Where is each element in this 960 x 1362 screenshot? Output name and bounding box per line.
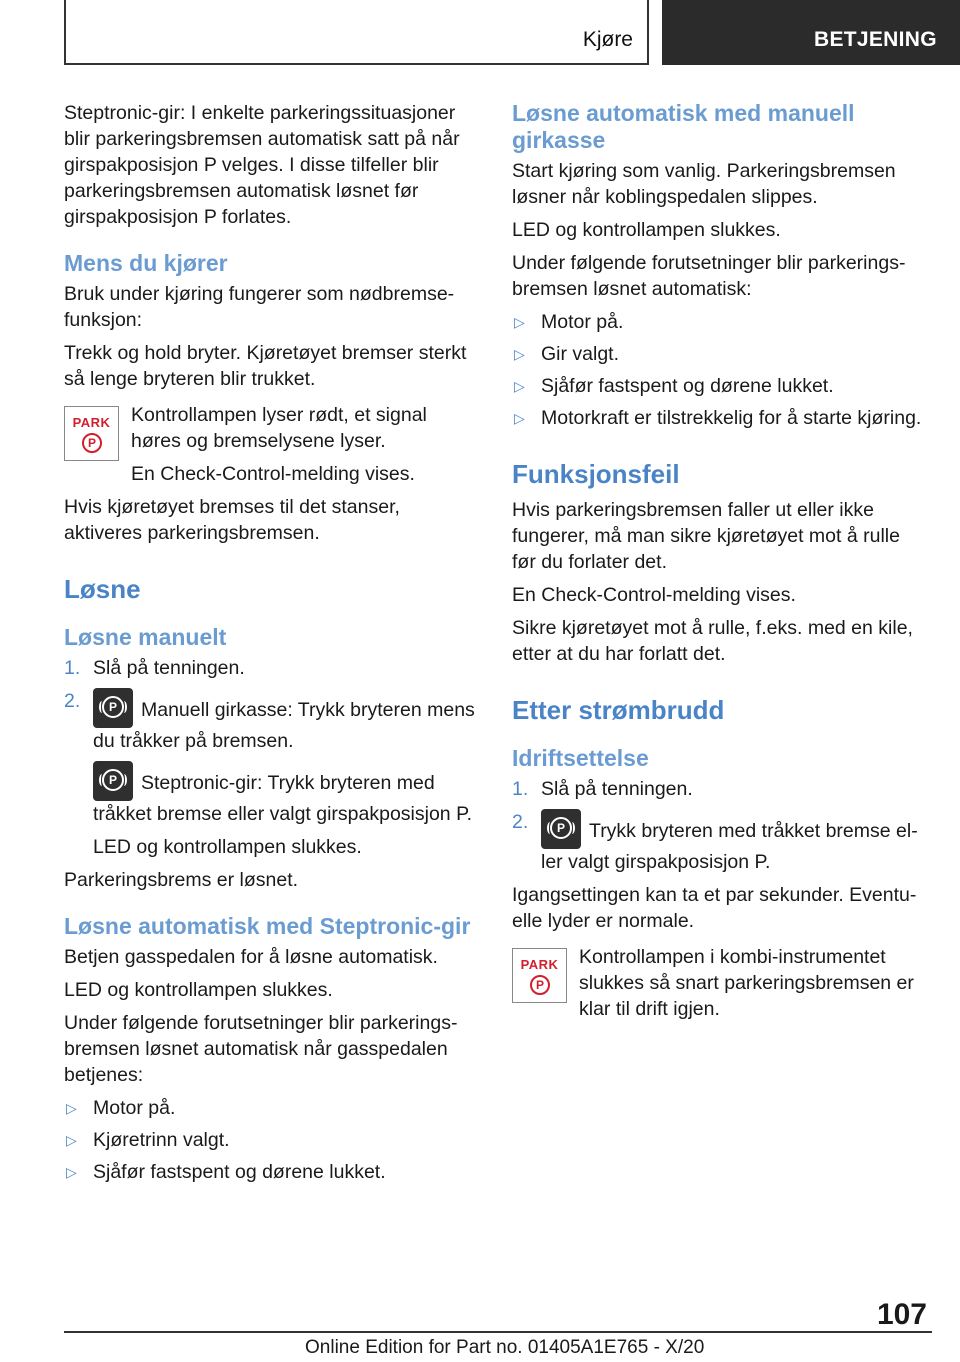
park-icon-label: PARK [72, 415, 111, 430]
fault-paragraph-1: Hvis parkeringsbremsen faller ut eller ikke fungerer, må man sikre kjøretøyet mot å rulle før du forlater det. [512, 499, 900, 573]
restart-step-2 [512, 809, 926, 875]
triangle-bullet-icon: ▷ [66, 1100, 77, 1116]
triangle-bullet-icon: ▷ [66, 1164, 77, 1180]
step-number: 2. [64, 690, 81, 712]
park-info-note [512, 944, 926, 1022]
parking-brake-switch-icon: P [541, 809, 581, 849]
step-text: Manuell girkasse: Trykk bryteren mens du tråkker på bremsen. [93, 699, 475, 752]
header-section-box [64, 0, 649, 65]
step-number: 1. [64, 657, 81, 679]
auto-paragraph-2: LED og kontrollampen slukkes. [64, 979, 333, 1001]
step-text: Slå på tenningen. [541, 778, 693, 800]
parking-brake-switch-icon: P [93, 761, 133, 801]
fault-paragraph-3: Sikre kjøretøyet mot å rulle, f.eks. med en kile, etter at du har forlatt det. [512, 617, 913, 665]
manual-step-1 [64, 655, 478, 681]
triangle-bullet-icon: ▷ [66, 1132, 77, 1148]
park-icon-label: PARK [520, 957, 559, 972]
list-item: ▷ Motorkraft er tilstrekkelig for å starte kjøring. [514, 407, 922, 429]
list-item: ▷ Sjåfør fastspent og dørene lukket. [514, 375, 834, 397]
heading-auto-manual: Løsne automatisk med manuell girkasse [512, 100, 855, 153]
list-item: ▷ Motor på. [514, 311, 624, 333]
header-chapter-title: BETJENING [814, 28, 937, 51]
triangle-bullet-icon: ▷ [514, 378, 525, 394]
step-text: Steptronic-gir: Trykk bryteren med tråkket bremse eller valgt girspakposisjon P. [93, 772, 472, 825]
heading-release-manual: Løsne manuelt [64, 624, 227, 650]
restart-paragraph: Igangsettingen kan ta et par sekunder. Eventuelle lyder er normale. [512, 884, 917, 932]
heading-while-driving: Mens du kjører [64, 250, 228, 276]
footer-edition-text: Online Edition for Part no. 01405A1E765 - X/20 [305, 1337, 705, 1358]
manual-step-2-steptronic [64, 761, 478, 827]
list-item: ▷ Sjåfør fastspent og dørene lukket. [66, 1161, 386, 1183]
heading-after-power-failure: Etter strømbrudd [512, 695, 725, 725]
manual-auto-paragraph-3: Under følgende forutsetninger blir parkeringsbremsen løsnet automatisk: [512, 252, 906, 300]
list-item: ▷ Gir valgt. [514, 343, 620, 365]
header-section-title: Kjøre [582, 28, 633, 51]
park-icon-p-symbol: P [82, 433, 102, 453]
park-warning-icon [512, 948, 567, 1003]
manual-auto-paragraph-1: Start kjøring som vanlig. Parkeringsbremsen løsner når koblingspedalen slippes. [512, 160, 896, 208]
list-item: ▷ Motor på. [66, 1097, 176, 1119]
park-warning-icon [64, 406, 119, 461]
triangle-bullet-icon: ▷ [514, 346, 525, 362]
heading-malfunction: Funksjonsfeil [512, 459, 680, 489]
released-paragraph: Parkeringsbrems er løsnet. [64, 869, 299, 891]
step-number: 2. [512, 811, 529, 833]
footer-divider [64, 1331, 932, 1333]
manual-step-2-result: LED og kontrollampen slukkes. [93, 836, 362, 858]
park-icon-p-symbol: P [530, 975, 550, 995]
restart-step-1 [512, 776, 926, 802]
park-warning-note [64, 402, 478, 487]
auto-paragraph-3: Under følgende forutsetninger blir parkeringsbremsen løsnet automatisk når gasspedalen betjenes: [64, 1012, 458, 1086]
triangle-bullet-icon: ▷ [514, 410, 525, 426]
step-text: Trykk bryteren med tråkket bremse eller valgt girspakposisjon P. [541, 820, 918, 873]
right-column [512, 100, 926, 1029]
left-column [64, 100, 478, 1191]
auto-paragraph-1: Betjen gasspedalen for å løsne automatisk. [64, 946, 438, 968]
heading-restart: Idriftsettelse [512, 745, 649, 771]
note1-text-a: Kontrollampen lyser rødt, et signal høres og bremselysene lyser. [131, 404, 427, 452]
parking-brake-switch-icon: P [93, 688, 133, 728]
note1-text-b: En Check-Control-melding vises. [131, 463, 415, 485]
intro-paragraph: Steptronic-gir: I enkelte parkeringssituasjoner blir parkeringsbremsen automatisk satt på når girspakposisjon P velges. I disse tilfeller blir parkeringsbremsen automatisk løsnet før girspakposisjon P forlates. [64, 102, 460, 228]
driving-paragraph-2: Trekk og hold bryter. Kjøretøyet bremser sterkt så lenge bryteren blir trukket. [64, 342, 467, 390]
note2-text: Kontrollampen i kombi-instrumentet slukkes så snart parkeringsbremsen er klar til drift igjen. [579, 946, 914, 1020]
triangle-bullet-icon: ▷ [514, 314, 525, 330]
step-number: 1. [512, 778, 529, 800]
manual-step-2 [64, 688, 478, 754]
heading-release: Løsne [64, 574, 141, 604]
list-item: ▷ Kjøretrinn valgt. [66, 1129, 230, 1151]
fault-paragraph-2: En Check-Control-melding vises. [512, 584, 796, 606]
driving-paragraph-3: Hvis kjøretøyet bremses til det stanser, aktiveres parkeringsbremsen. [64, 496, 400, 544]
driving-paragraph-1: Bruk under kjøring fungerer som nødbremsefunksjon: [64, 283, 455, 331]
heading-auto-steptronic: Løsne automatisk med Steptronic-gir [64, 913, 471, 939]
step-text: Slå på tenningen. [93, 657, 245, 679]
header-chapter-box [662, 0, 960, 65]
page-number: 107 [876, 1298, 927, 1331]
manual-auto-paragraph-2: LED og kontrollampen slukkes. [512, 219, 781, 241]
